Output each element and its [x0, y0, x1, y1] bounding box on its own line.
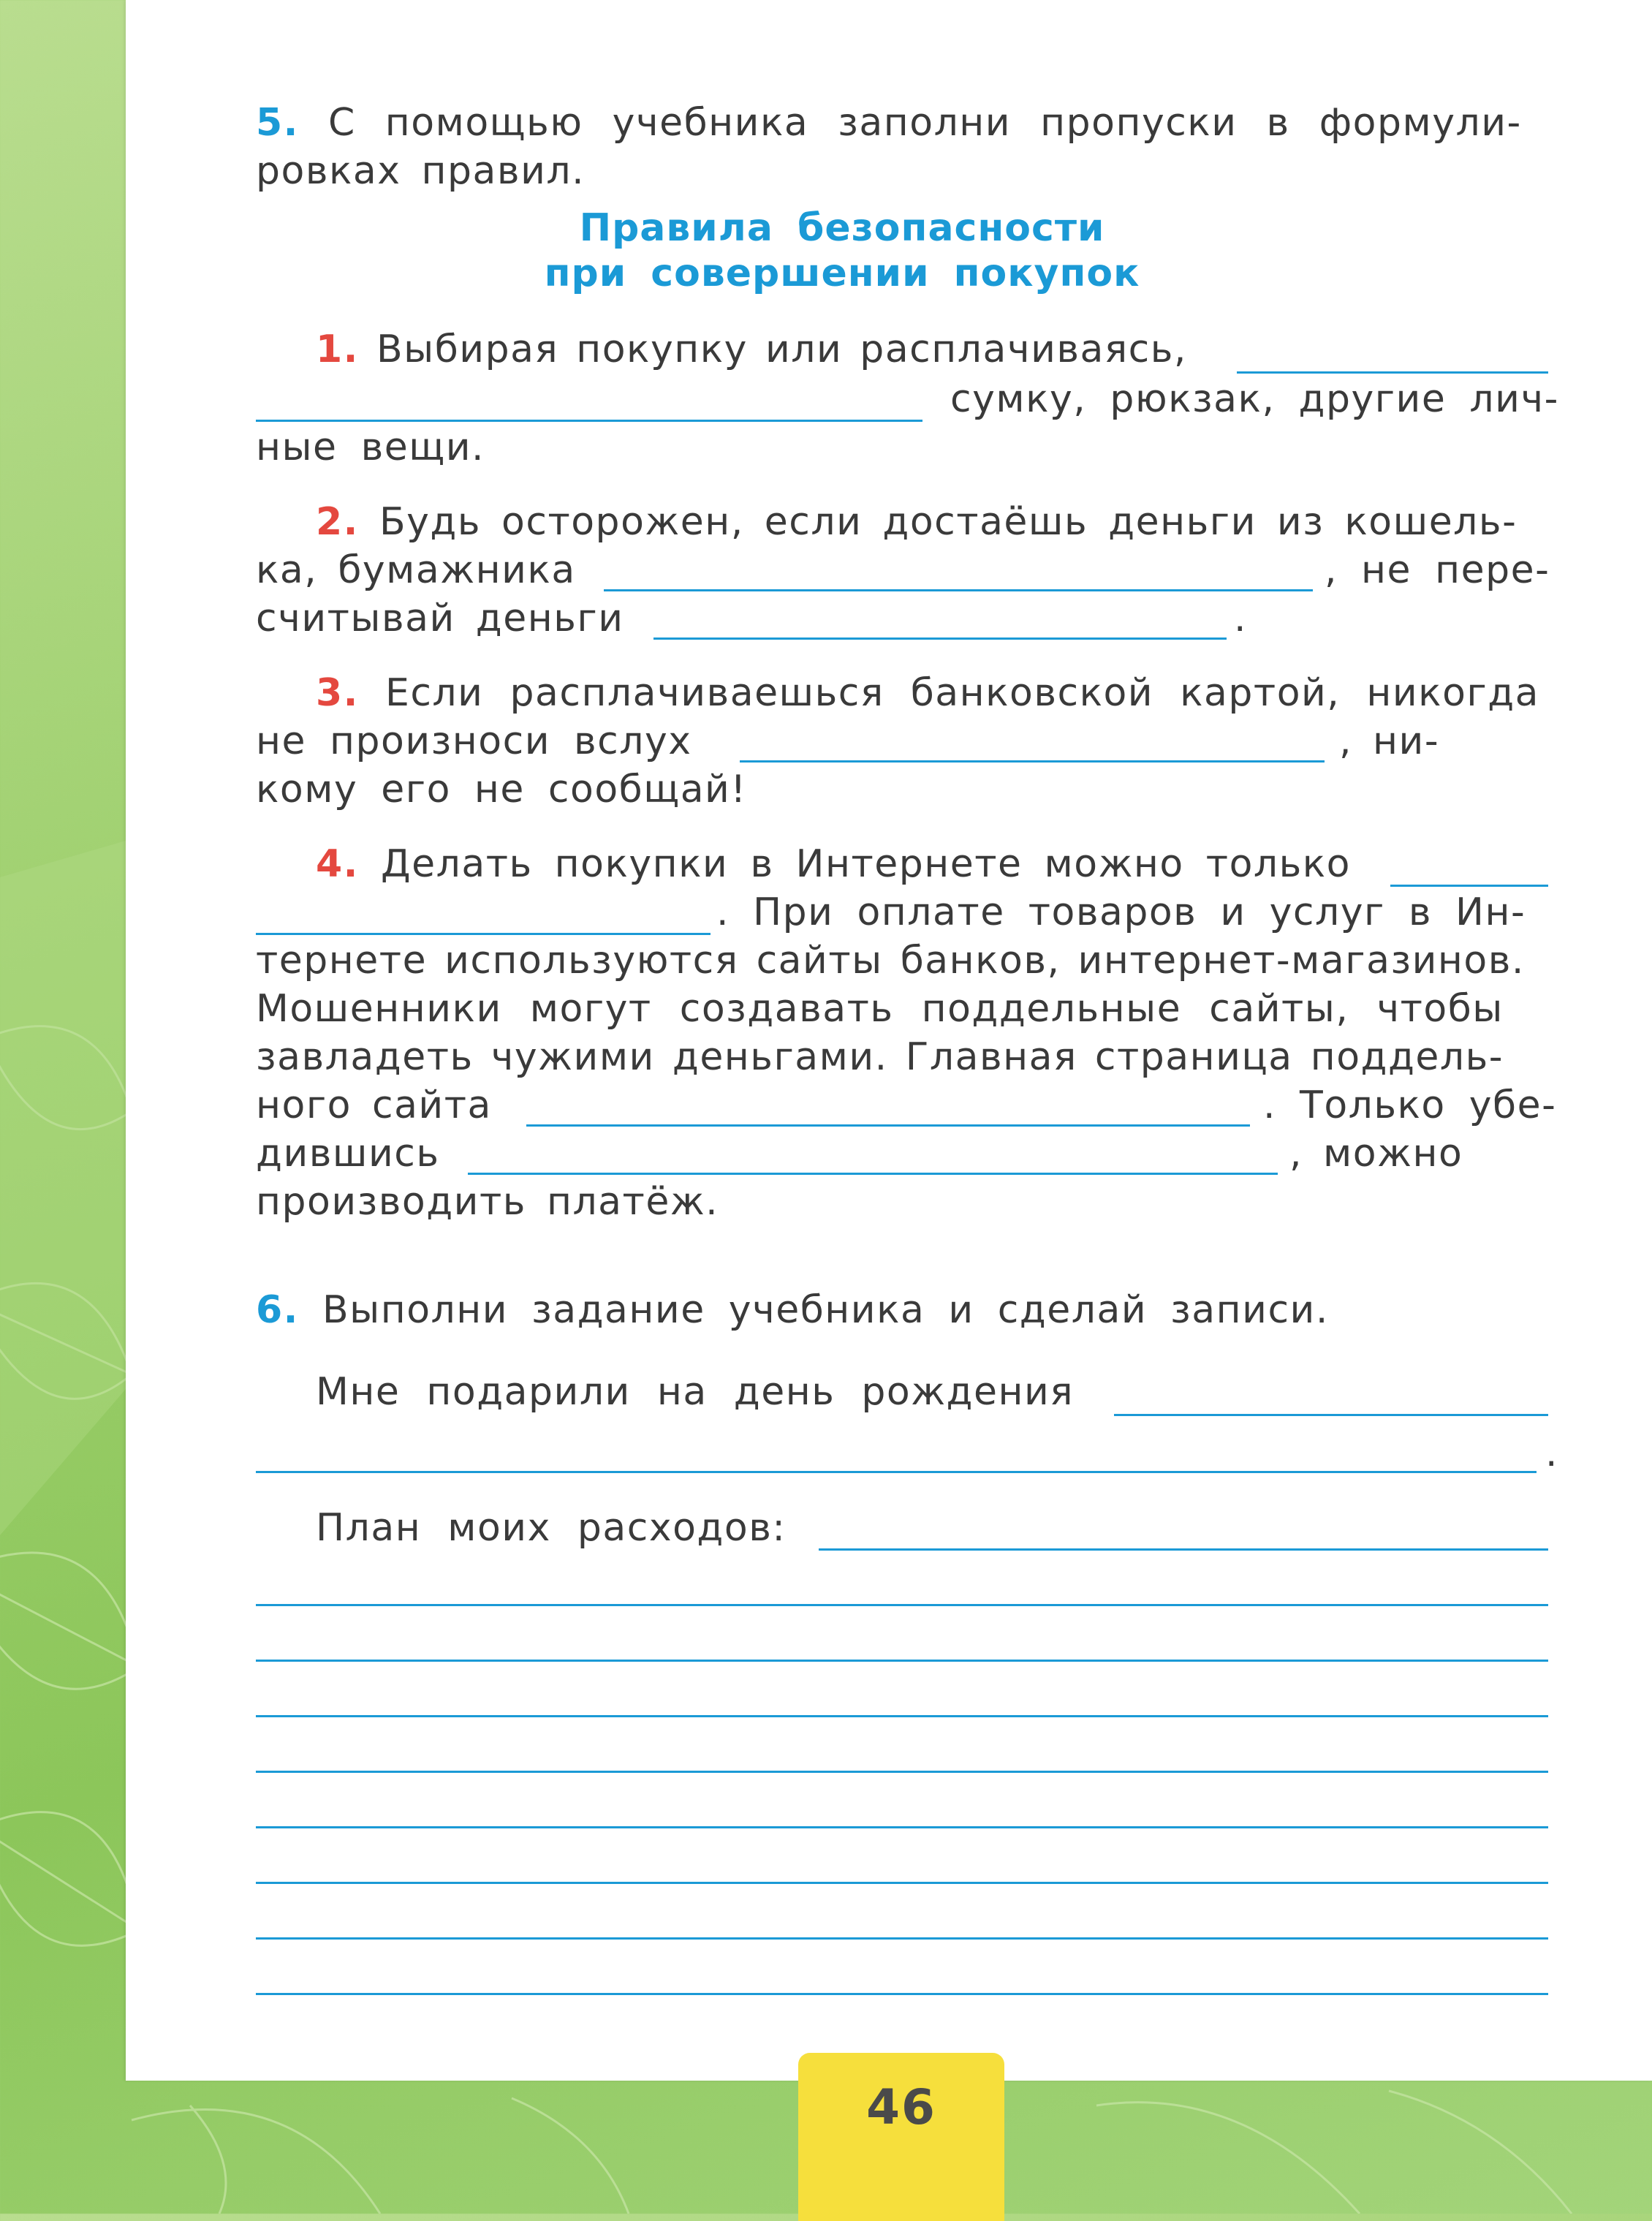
- rules-title-line2: при совершении покупок: [544, 251, 1140, 295]
- rule2-blank-1[interactable]: [604, 589, 1313, 591]
- rule4-blank-3[interactable]: [526, 1124, 1250, 1127]
- plan-blank-4[interactable]: [256, 1771, 1548, 1773]
- rule4-text: Делать покупки в Интернете можно только: [380, 842, 1351, 886]
- rule4-line7b: , можно: [1289, 1132, 1463, 1176]
- rule3-line2a: не произноси вслух: [256, 719, 692, 763]
- rule2-text: Будь осторожен, если достаёшь деньги из кошель-: [379, 500, 1518, 544]
- rule3-line3: кому его не сообщай!: [256, 768, 747, 811]
- rule2-line2a: ка, бумажника: [256, 548, 576, 592]
- plan-blank-6[interactable]: [256, 1882, 1548, 1884]
- plan-blank-5[interactable]: [256, 1826, 1548, 1828]
- task6-line: [256, 1288, 1329, 1332]
- rule4-line6a: ного сайта: [256, 1083, 492, 1127]
- plan-blank-1[interactable]: [256, 1604, 1548, 1606]
- rule1-line3: ные вещи.: [256, 425, 485, 469]
- birthday-blank-2[interactable]: [256, 1471, 1537, 1473]
- rule3-line2b: , ни-: [1339, 719, 1440, 763]
- rule4-blank-1[interactable]: [1390, 885, 1548, 887]
- rule1-number: 1.: [316, 328, 359, 371]
- rule2-line2b: , не пере-: [1325, 548, 1550, 592]
- rule1-text: Выбирая покупку или расплачиваясь,: [376, 328, 1187, 371]
- rule3-line1: [316, 671, 1539, 715]
- rule3-number: 3.: [316, 671, 359, 715]
- rule4-number: 4.: [316, 842, 359, 886]
- plan-label: План моих расходов:: [316, 1506, 787, 1550]
- rule4-line2: . При оплате товаров и услуг в Ин-: [716, 890, 1526, 934]
- rule4-blank-2[interactable]: [256, 933, 711, 935]
- task6-number: 6.: [256, 1288, 299, 1332]
- rule2-number: 2.: [316, 500, 359, 544]
- task5-text-line1: С помощью учебника заполни пропуски в формули-: [327, 101, 1522, 145]
- rule4-line1: [316, 842, 1351, 886]
- rule4-line7a: дившись: [256, 1132, 440, 1176]
- rules-title-line1: Правила безопасности: [579, 206, 1105, 250]
- plan-blank-2[interactable]: [256, 1660, 1548, 1662]
- plan-blank-3[interactable]: [256, 1715, 1548, 1717]
- rule1-line1: [316, 328, 1187, 371]
- plan-blank-8[interactable]: [256, 1993, 1548, 1995]
- page-number: 46: [866, 2079, 936, 2135]
- task6-text: Выполни задание учебника и сделай записи.: [322, 1288, 1329, 1332]
- workbook-page: [126, 0, 1652, 2081]
- birthday-blank-1[interactable]: [1114, 1414, 1548, 1416]
- birthday-label: Мне подарили на день рождения: [316, 1370, 1075, 1414]
- rule1-blank-2[interactable]: [256, 420, 922, 422]
- rule4-line3: тернете используются сайты банков, интернет-магазинов.: [256, 939, 1525, 983]
- rule2-blank-2[interactable]: [653, 637, 1227, 640]
- task5-number: 5.: [256, 101, 299, 145]
- rule4-blank-4[interactable]: [468, 1173, 1278, 1175]
- rule2-line3a: считывай деньги: [256, 597, 624, 640]
- task5-text-line2: ровках правил.: [256, 149, 586, 193]
- rule2-line1: [316, 500, 1517, 544]
- rule4-line8: производить платёж.: [256, 1180, 719, 1224]
- rule3-text: Если расплачиваешься банковской картой, никогда: [384, 671, 1540, 715]
- rule4-line4: Мошенники могут создавать поддельные сайты, чтобы: [256, 987, 1504, 1031]
- birthday-period: .: [1545, 1431, 1559, 1475]
- rule4-line5: завладеть чужими деньгами. Главная страница поддель-: [256, 1035, 1504, 1079]
- task5-intro-line1: [256, 101, 1522, 145]
- rule1-line2: сумку, рюкзак, другие лич-: [950, 377, 1559, 421]
- rule4-line6b: . Только убе-: [1263, 1083, 1557, 1127]
- rule1-blank-1[interactable]: [1237, 371, 1548, 374]
- page-number-tab: [798, 2053, 1004, 2221]
- plan-blank-0[interactable]: [819, 1548, 1548, 1551]
- plan-blank-7[interactable]: [256, 1937, 1548, 1940]
- rule3-blank[interactable]: [740, 760, 1325, 763]
- rule2-line3b: .: [1234, 597, 1248, 640]
